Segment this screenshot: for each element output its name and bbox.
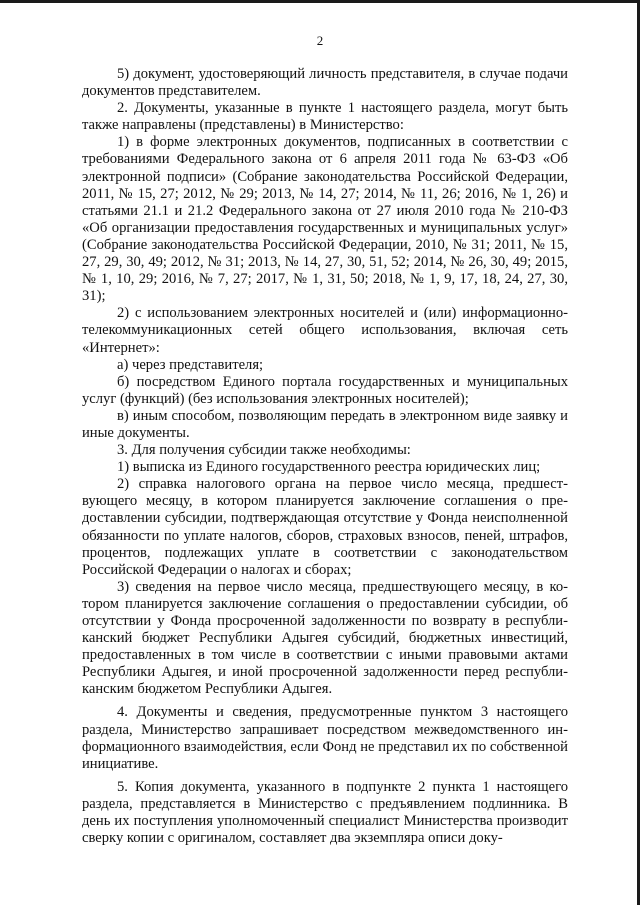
paragraph: 1) выписка из Единого государственного реестра юридических лиц;: [117, 459, 541, 476]
paragraph: 2) справка налогового органа на первое число месяца, предшествующего месяцу, в котором планируется заключение соглашения о предоставлении субсидии, подтверждающая отсутствие у Фонда неисполненной обязанности по уплате налогов, сборов, страховых взносов, пеней, штрафов, процентов, подлежащих уплате в соответствии с законодательством Российской Федерации о налогах и сборах;: [82, 476, 568, 578]
paragraph: 4. Документы и сведения, предусмотренные пунктом 3 настоящего раздела, Министерство запрашивает посредством межведомственного информационного взаимодействия, если Фонд не представил их по собственной инициативе.: [82, 704, 568, 772]
paragraph: 2) с использованием электронных носителей и (или) информационно-телекоммуникационных сетей общего использования, включая сеть «Интернет»:: [82, 305, 568, 356]
paragraph: в) иным способом, позволяющим передать в электронном виде заявку и иные документы.: [82, 407, 568, 441]
paragraph: а) через представителя;: [117, 356, 264, 373]
scan-edge-top: [0, 0, 640, 3]
paragraph: 3) сведения на первое число месяца, предшествующего месяцу, в котором планируется заключение соглашения о предоставлении субсидии, об отсутствии у Фонда просроченной задолженности по возврату в республиканский бюджет Республики Адыгея субсидий, бюджетных инвестиций, предоставленных в том числе в соответствии с иными правовыми актами Республики Адыгея, и иной просроченной задолженности перед республиканским бюджетом Республики Адыгея.: [82, 578, 568, 698]
paragraph: б) посредством Единого портала государственных и муниципальных услуг (функций) (без использования электронных носителей);: [82, 373, 568, 407]
page-number: 2: [316, 33, 324, 48]
paragraph: 1) в форме электронных документов, подписанных в соответствии с требованиями Федерального закона от 6 апреля 2011 года № 63-ФЗ «Об электронной подписи» (Собрание законодательства Российской Федерации, 2011, № 15, 27; 2012, № 29; 2013, № 14, 27; 2014, № 11, 26; 2016, № 1, 26) и статьями 21.1 и 21.2 Федерального закона от 27 июля 2010 года № 210-ФЗ «Об организации предоставления государственных и муниципальных услуг» (Собрание законодательства Российской Федерации, 2010, № 31; 2011, № 15, 27, 29, 30, 49; 2012, № 31; 2013, № 14, 27, 30, 51, 52; 2014, № 26, 30, 49; 2015, № 1, 10, 29; 2016, № 7, 27; 2017, № 1, 31, 50; 2018, № 1, 9, 17, 18, 24, 27, 30, 31);: [82, 134, 568, 305]
paragraph: 5) документ, удостоверяющий личность представителя, в случае подачи документов представителем.: [82, 66, 568, 100]
paragraph: 3. Для получения субсидии также необходимы:: [117, 442, 411, 459]
paragraph: 2. Документы, указанные в пункте 1 настоящего раздела, могут быть также направлены (представлены) в Министерство:: [82, 100, 568, 134]
paragraph: 5. Копия документа, указанного в подпункте 2 пункта 1 настоящего раздела, представляется в Министерство с предъявлением подлинника. В день их поступления уполномоченный специалист Министерства производит сверку копии с оригиналом, составляет два экземпляра описи доку-: [82, 778, 568, 847]
document-body: [82, 66, 568, 847]
